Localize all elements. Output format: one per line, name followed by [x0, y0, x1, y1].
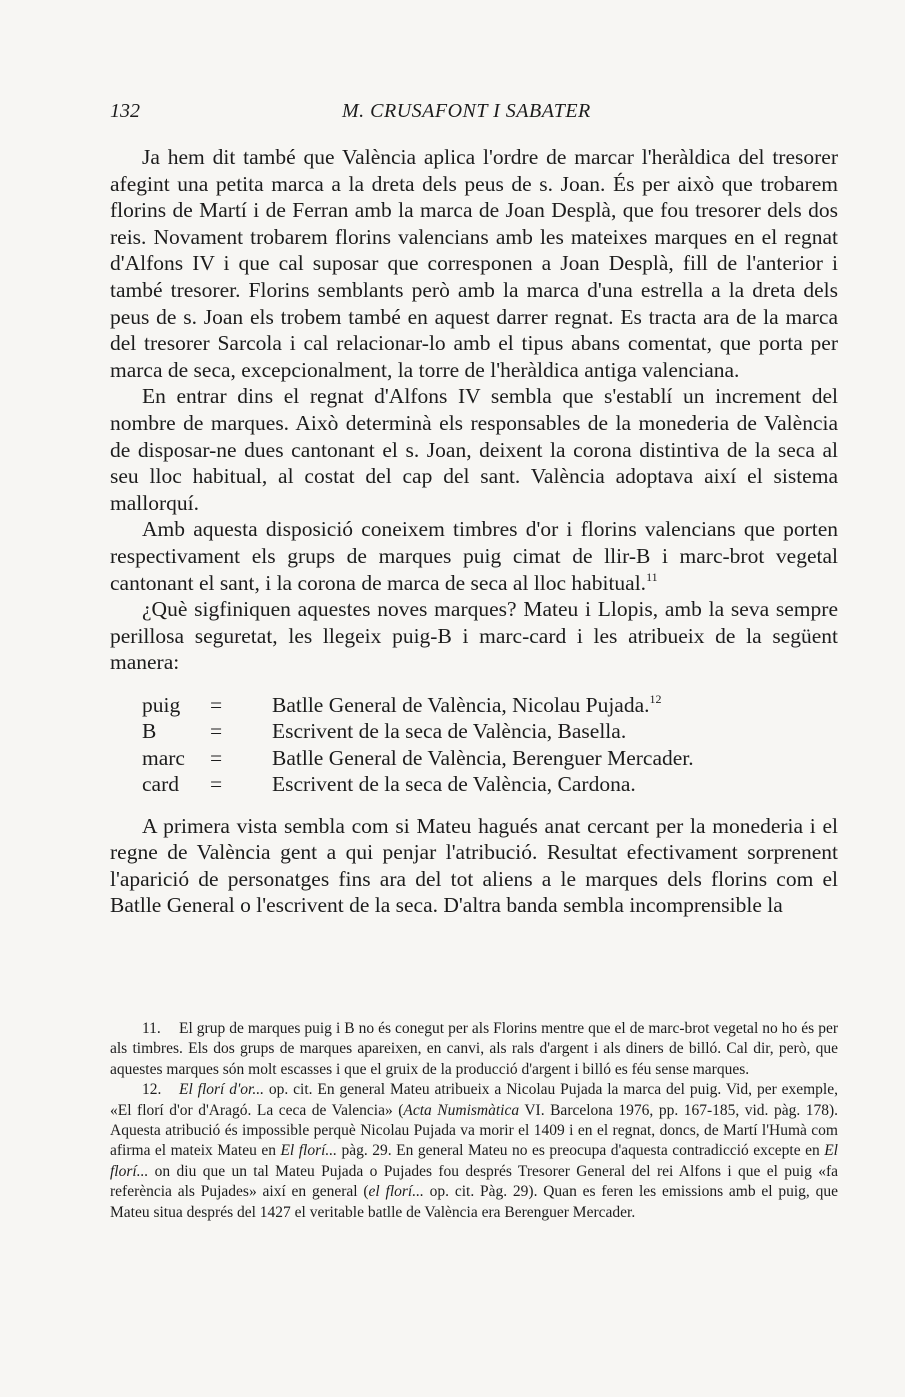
cited-work: El florí...	[280, 1142, 338, 1160]
equals-sign: =	[210, 772, 223, 797]
meaning: Batlle General de València, Berenguer Mercader.	[272, 745, 694, 770]
footnote-ref-12[interactable]: 12	[649, 691, 662, 706]
running-head	[110, 100, 835, 128]
paragraph: Amb aquesta disposició coneixem timbres d'or i florins valencians que porten respectivament els grups de marques puig cimat de llir-B i marc-brot vegetal cantonant el sant, i la corona de marca de seca al lloc habitual.$^{11}$	[110, 517, 838, 595]
footnote-number: 12.	[142, 1081, 162, 1099]
paragraph: En entrar dins el regnat d'Alfons IV sembla que s'establí un increment del nombre de marques. Això determinà els responsables de la monederia de València de disposar-ne dues cantonant el s. Joan, deixent la corona distintiva de la seca al seu lloc habitual, al costat del cap del sant. València adoptava així el sistema mallorquí.	[110, 384, 838, 515]
table-row	[142, 718, 694, 744]
footnote-ref-11[interactable]: 11	[646, 569, 658, 584]
table-row	[142, 745, 694, 771]
footnote-number: 11.	[142, 1020, 161, 1037]
equals-sign: =	[210, 719, 223, 744]
term: puig	[142, 692, 181, 717]
table-row	[142, 692, 694, 718]
page-number: 132	[110, 100, 140, 122]
term: B	[142, 719, 157, 744]
meaning: Escrivent de la seca de València, Cardona.	[272, 772, 636, 797]
paragraph: ¿Què sigfiniquen aquestes noves marques? Mateu i Llopis, amb la seva sempre perillosa seguretat, les llegeix puig-B i marc-card i les atribueix de la següent manera:	[110, 597, 838, 675]
equals-sign: =	[210, 745, 223, 770]
cited-work: el florí...	[368, 1183, 424, 1201]
equivalence-table	[142, 692, 694, 798]
footnote-12: 12. El florí d'or... op. cit. En general Mateu atribueix a Nicolau Pujada la marca del puig. Vid, per exemple, «El florí d'or d'Aragó. La ceca de Valencia» (Acta Numismàtica VI. Barcelona 1976, pp. 167-185, vid. pàg. 178). Aquesta atribució és impossible perquè Nicolau Pujada va morir el 1409 i en el regnat, doncs, de Martí l'Humà com afirma el mateix Mateu en El florí... pàg. 29. En general Mateu no es preocupa d'aquesta contradicció excepte en El florí... on diu que un tal Mateu Pujada o Pujades fou després Tresorer General del rei Alfons i que el puig «fa referència als Pujades» així en general (el florí... op. cit. Pàg. 29). Quan es feren les emissions amb el puig, que Mateu situa després del 1427 el veritable batlle de València era Berenguer Mercader.	[110, 1081, 838, 1221]
equals-sign: =	[210, 692, 223, 717]
cited-work: El florí...	[110, 1142, 838, 1180]
journal-title: Acta Numismàtica	[403, 1101, 520, 1119]
running-head-author: M. CRUSAFONT I SABATER	[342, 100, 591, 122]
meaning: Batlle General de València, Nicolau Pujada.$^{12}$	[272, 691, 662, 717]
table-row	[142, 771, 694, 797]
paragraph: Ja hem dit també que València aplica l'ordre de marcar l'heràldica del tresorer afegint una petita marca a la dreta dels peus de s. Joan. És per això que trobarem florins de Martí i de Ferran amb la marca de Joan Desplà, que fou tresorer dels dos reis. Novament trobarem florins valencians amb les mateixes marques en el regnat d'Alfons IV i que cal suposar que corresponen a Joan Desplà, fill de l'anterior i també tresorer. Florins semblants però amb la marca d'una estrella a la dreta dels peus de s. Joan els trobem també en aquest darrer regnat. Es tracta ara de la marca del tresorer Sarcola i cal relacionar-lo amb el tipus abans comentat, que porta per marca de seca, excepcionalment, la torre de l'heràldica antiga valenciana.	[110, 145, 838, 382]
cited-work: El florí d'or...	[179, 1081, 264, 1099]
term: marc	[142, 745, 185, 770]
main-text	[110, 144, 838, 919]
footnote-11: 11. El grup de marques puig i B no és conegut per als Florins mentre que el de marc-brot vegetal no ho és per als timbres. Els dos grups de marques apareixen, en canvi, als rals d'argent i als diners de billó. Cal dir, però, que aquestes marques són molt escasses i que el gruix de la producció d'argent i billó es féu sense marques.	[110, 1020, 838, 1078]
term: card	[142, 772, 179, 797]
paragraph: A primera vista sembla com si Mateu hagués anat cercant per la monederia i el regne de València gent a qui penjar l'atribució. Resultat efectivament sorprenent l'aparició de personatges fins ara del tot aliens a le marques dels florins com el Batlle General o l'escrivent de la seca. D'altra banda sembla incomprensible la	[110, 813, 838, 918]
footnotes	[110, 1019, 838, 1223]
meaning: Escrivent de la seca de València, Basella.	[272, 719, 627, 744]
